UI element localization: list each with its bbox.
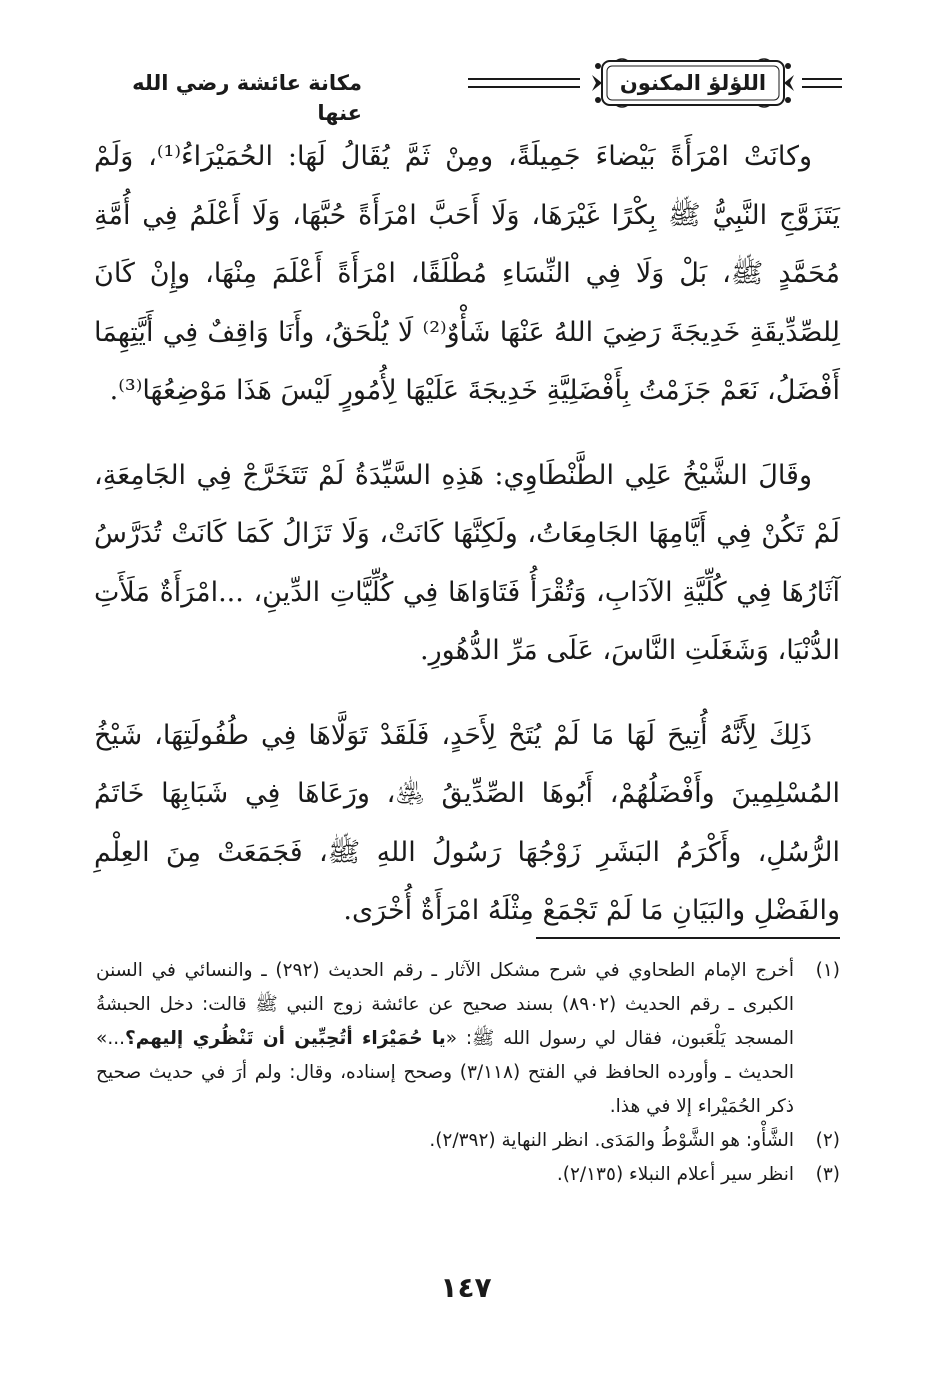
footnote-number: (١)	[815, 960, 840, 981]
footnote-2	[96, 1124, 840, 1158]
page-number: ١٤٧	[440, 1271, 492, 1304]
paragraph: وكانَتْ امْرَأَةً بَيْضاءَ جَمِيلَةً، ومِنْ ثَمَّ يُقَالُ لَهَا: الحُمَيْرَاءُ⁽¹⁾، وَلَمْ يَتَزَوَّجِ النَّبِيُّ ﷺ بِكْرًا غَيْرَهَا، وَلَا أَحَبَّ امْرَأَةً حُبَّهَا، وَلَا أَعْلَمُ فِي أُمَّةِ مُحَمَّدٍ ﷺ، بَلْ وَلَا فِي النِّسَاءِ مُطْلَقًا، امْرَأَةً أَعْلَمَ مِنْهَا، وإِنْ كَانَ لِلصِّدِّيقَةِ خَدِيجَةَ رَضِيَ اللهُ عَنْهَا شَأْوٌ⁽²⁾ لَا يُلْحَقُ، وأَنَا وَاقِفٌ فِي أَيَّتِهِمَا أَفْضَلُ، نَعَمْ جَزَمْتُ بِأَفْضَلِيَّةِ خَدِيجَةَ عَلَيْهَا لِأُمُورٍ لَيْسَ هَذَا مَوْضِعُهَا⁽³⁾.	[94, 141, 841, 406]
chapter-title: مكانة عائشة رضي الله عنها	[132, 71, 362, 125]
paragraph: ذَلِكَ لِأَنَّهُ أُتِيحَ لَهَا مَا لَمْ يُتَحْ لِأَحَدٍ، فَلَقَدْ تَوَلَّاهَا فِي طُفُولَتِهَا، شَيْخُ المُسْلِمِينَ وأَفْضَلُهُمْ، أَبُوهَا الصِّدِّيقُ ﵁، ورَعَاهَا فِي شَبَابِهَا خَاتَمُ الرُّسُلِ، وأَكْرَمُ البَشَرِ زَوْجُهَا رَسُولُ اللهِ ﷺ، فَجَمَعَتْ مِنَ العِلْمِ والفَضْلِ والبَيَانِ مَا لَمْ تَجْمَعْ مِثْلَهُ امْرَأَةٌ أُخْرَى.	[94, 719, 840, 926]
footnote-separator	[536, 937, 840, 939]
header-rule-middle	[468, 78, 580, 88]
footnote-text: الشَّأْو: هو الشَّوْطُ والمَدَى. انظر النهاية (٢/٣٩٢).	[429, 1130, 794, 1151]
footnote-text: أخرج الإمام الطحاوي في شرح مشكل الآثار ـ رقم الحديث (٢٩٢) ـ والنسائي في السنن الكبرى ـ رقم الحديث (٨٩٠٢) بسند صحيح عن عائشة زوج النبي ﷺ قالت: دخل الحبشةُ المسجد يَلْعَبون، فقال لي رسول الله ﷺ: «	[96, 960, 794, 1049]
book-title: اللؤلؤ المكنون	[619, 71, 767, 95]
running-header	[92, 52, 842, 125]
footnotes	[96, 954, 840, 1192]
footnote-text: ...» الحديث ـ وأورده الحافظ في الفتح (٣/١١٨) وصحح إسناده، وقال: ولم أرَ في حديث صحيح ذكر الحُمَيْراء إلا في هذا.	[96, 1028, 794, 1117]
footnote-1	[96, 954, 840, 1124]
footnote-quote: يا حُمَيْرَاء أتُحِبِّين أن تَنْظُري إليهم؟	[124, 1028, 446, 1049]
main-text	[94, 128, 840, 941]
footnote-number: (٣)	[815, 1164, 840, 1185]
header-rule-right	[802, 78, 842, 88]
footnote-text: انظر سير أعلام النبلاء (٢/١٣٥).	[556, 1164, 794, 1185]
header-ornament-frame	[588, 58, 798, 108]
paragraph: وقَالَ الشَّيْخُ عَلِي الطَّنْطَاوِي: هَذِهِ السَّيِّدَةُ لَمْ تَتَخَرَّجْ فِي الجَامِعَةِ، لَمْ تَكُنْ فِي أَيَّامِهَا الجَامِعَاتُ، ولَكِنَّهَا كَانَتْ، وَلَا تَزَالُ كَمَا كَانَتْ تُدَرَّسُ آثَارُهَا فِي كُلِّيَّةِ الآدَابِ، وَتُقْرَأُ فَتَاوَاهَا فِي كُلِّيَّاتِ الدِّينِ، ...امْرَأَةٌ مَلَأَتِ الدُّنْيَا، وَشَغَلَتِ النَّاسَ، عَلَى مَرِّ الدُّهُورِ.	[94, 459, 840, 666]
footnote-number: (٢)	[815, 1130, 840, 1151]
footnote-3	[96, 1158, 840, 1192]
